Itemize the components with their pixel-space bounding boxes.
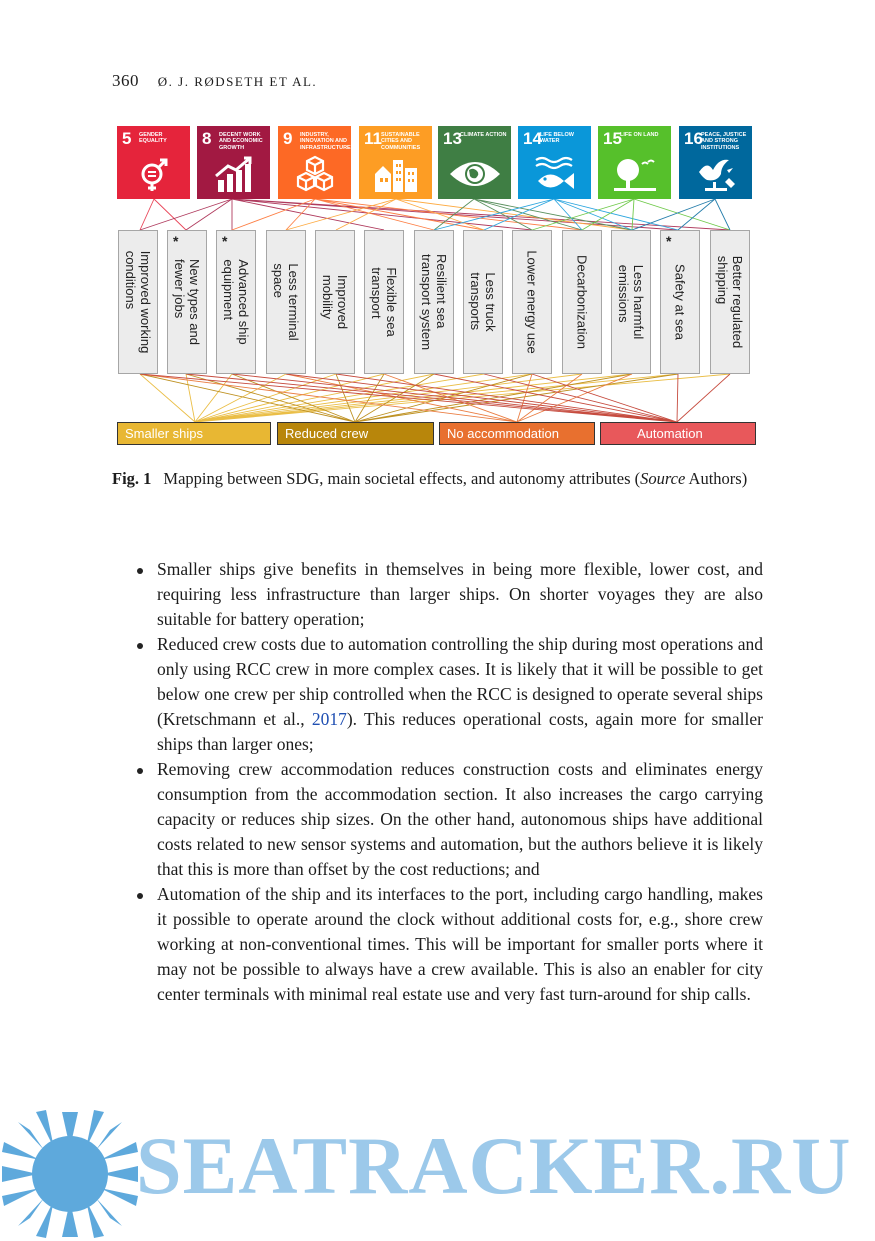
sdg-number: 16: [684, 129, 703, 148]
effect-label: Less harmful emissions: [616, 264, 646, 340]
effect-star: *: [222, 233, 228, 249]
sdg-tile-8: [197, 126, 270, 199]
effect-box: [660, 230, 700, 374]
figure-caption: [112, 467, 762, 490]
sdg-number: 5: [122, 129, 132, 148]
list-item: [135, 557, 763, 632]
cubes-icon: [278, 152, 351, 196]
effect-box: [414, 230, 454, 374]
bullet-text: Removing crew accommodation reduces construction costs and eliminates energy consumption from the accommodation section. It also increases the cargo carrying capacity or reduces ship sizes. On the other hand, autonomous ships have additional costs related to new sensor systems and automation, but the authors believe it is likely that this is more than offset by the cost reductions; and: [157, 759, 763, 879]
eye-globe-icon: [438, 152, 511, 196]
sdg-tile-14: [518, 126, 591, 199]
city-icon: [359, 152, 432, 196]
effect-label: Less terminal space: [271, 263, 301, 341]
effect-label: Flexible sea transport: [369, 267, 399, 337]
bullet-text: ). This reduces operational costs, again more for smaller ships than larger ones;: [157, 709, 763, 754]
effect-box: [216, 230, 256, 374]
caption-source-word: Source: [640, 469, 686, 488]
gender-icon: [117, 152, 190, 196]
sdg-title: DECENT WORK AND ECONOMIC GROWTH: [219, 132, 263, 151]
watermark-text: SEATRACKER.RU: [136, 1120, 852, 1211]
sdg-title: GENDER EQUALITY: [139, 132, 167, 145]
bullet-text: Reduced crew costs due to automation controlling the ship during most operations and only using RCC crew in more complex cases. It is likely that it will be possible to get below one crew per ship controlled when the RCC is designed to operate several ships (Kretschmann et al.,: [157, 634, 763, 729]
sdg-tile-15: [598, 126, 671, 199]
fish-icon: [518, 152, 591, 196]
effect-box: [266, 230, 306, 374]
sdg-title: SUSTAINABLE CITIES AND COMMUNITIES: [381, 132, 421, 151]
effect-box: [118, 230, 158, 374]
effect-label: Lower energy use: [524, 250, 540, 354]
sdg-number: 14: [523, 129, 542, 148]
effect-box: [364, 230, 404, 374]
effect-label: Resilient sea transport system: [419, 253, 449, 351]
bullet-text: Smaller ships give benefits in themselves in being more flexible, lower cost, and requiring less infrastructure than larger ships. On shorter voyages they are also suitable for battery operation;: [157, 559, 763, 629]
caption-text: Mapping between SDG, main societal effects, and autonomy attributes (: [163, 469, 641, 488]
growth-chart-icon: [197, 152, 270, 196]
sdg-number: 13: [443, 129, 462, 148]
effect-box: [710, 230, 750, 374]
effect-label: New types and fewer jobs: [172, 259, 202, 345]
sdg-number: 9: [283, 129, 293, 148]
sdg-tile-16: [679, 126, 752, 199]
effect-label: Improved working conditions: [123, 250, 153, 354]
list-item: [135, 882, 763, 1007]
effect-label: Less truck transports: [468, 272, 498, 332]
effect-label: Decarbonization: [574, 255, 590, 349]
sdg-number: 8: [202, 129, 212, 148]
sdg-tile-13: [438, 126, 511, 199]
bullet-icon: [137, 568, 143, 574]
effect-box: [562, 230, 602, 374]
sdg-number: 15: [603, 129, 622, 148]
list-item: [135, 757, 763, 882]
citation-link[interactable]: 2017: [311, 709, 347, 729]
sdg-title: LIFE ON LAND: [620, 132, 659, 138]
dove-icon: [679, 152, 752, 196]
attribute-reduced-crew: Reduced crew: [277, 422, 434, 445]
sdg-title: LIFE BELOW WATER: [540, 132, 574, 145]
attribute-automation: Automation: [600, 422, 756, 445]
attribute-smaller-ships: Smaller ships: [117, 422, 271, 445]
figure-number: Fig. 1: [112, 469, 152, 488]
effect-label: Better regulated shipping: [715, 255, 745, 349]
sdg-tile-9: [278, 126, 351, 199]
effect-label: Advanced ship equipment: [221, 259, 251, 345]
effect-star: *: [173, 233, 179, 249]
effect-box: [315, 230, 355, 374]
effect-star: *: [666, 233, 672, 249]
effect-box: [611, 230, 651, 374]
list-item: [135, 632, 763, 757]
effect-label: Safety at sea: [672, 264, 688, 340]
effect-box: [512, 230, 552, 374]
effect-box: [463, 230, 503, 374]
running-authors: Ø. J. RØDSETH ET AL.: [157, 74, 318, 89]
attribute-no-accommodation: No accommodation: [439, 422, 595, 445]
bullet-text: Automation of the ship and its interfaces to the port, including cargo handling, makes it possible to operate around the clock without additional costs for, e.g., shore crew working at non-conventional times. This will be important for smaller ports where it may not be possible to always have a crew available. This is also an enabler for city center terminals with minimal real estate use and very fast turn-around for ship calls.: [157, 884, 763, 1004]
sunburst-icon: [0, 1108, 140, 1241]
sdg-tile-11: [359, 126, 432, 199]
bullet-icon: [137, 768, 143, 774]
effect-box: [167, 230, 207, 374]
sdg-title: CLIMATE ACTION: [460, 132, 507, 138]
sdg-tile-5: [117, 126, 190, 199]
bullet-icon: [137, 893, 143, 899]
sdg-title: INDUSTRY, INNOVATION AND INFRASTRUCTURE: [300, 132, 351, 151]
watermark: [0, 1108, 875, 1241]
effect-label: Improved mobility: [320, 274, 350, 330]
caption-source-rest: Authors): [685, 469, 748, 488]
page-number: 360: [112, 71, 139, 90]
bullet-list: [135, 557, 763, 1007]
tree-icon: [598, 152, 671, 196]
bullet-icon: [137, 643, 143, 649]
sdg-title: PEACE, JUSTICE AND STRONG INSTITUTIONS: [701, 132, 747, 151]
sdg-number: 11: [364, 129, 382, 148]
